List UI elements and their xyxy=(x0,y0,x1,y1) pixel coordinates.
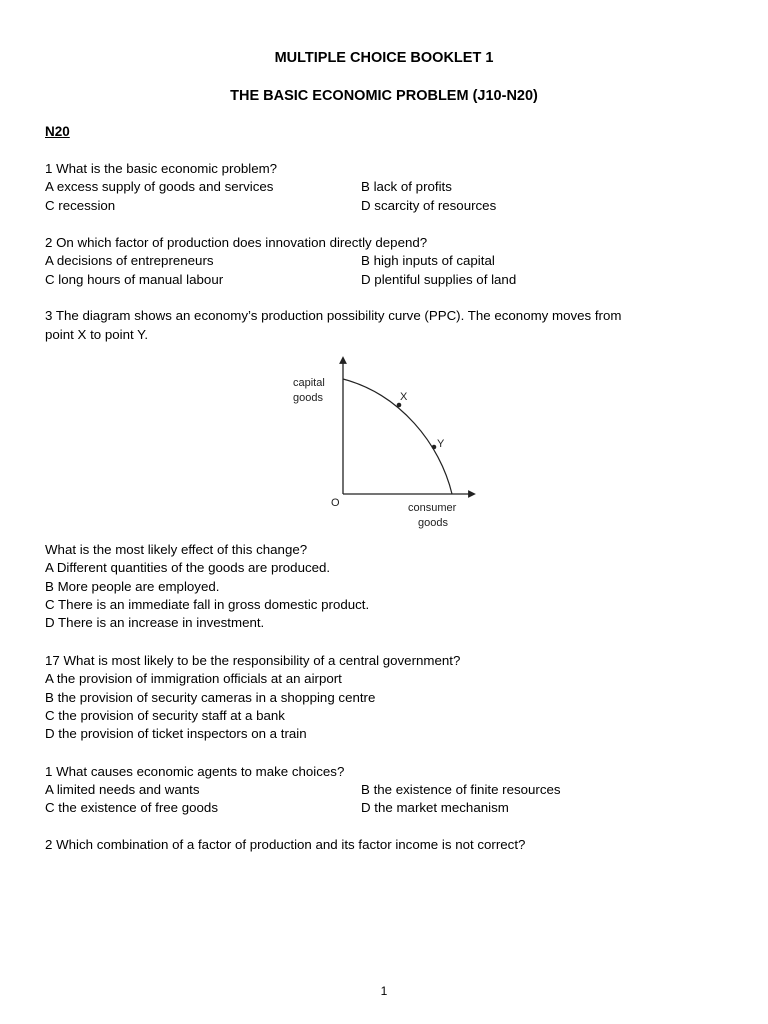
q3-option-b: B More people are employed. xyxy=(45,579,220,594)
ppc-diagram xyxy=(280,354,480,536)
q17-option-b: B the provision of security cameras in a shopping centre xyxy=(45,690,376,705)
point-x-label: X xyxy=(400,391,408,403)
question-3-followup: What is the most likely effect of this change? xyxy=(45,542,308,557)
question-17: 17 What is most likely to be the responsibility of a central government? xyxy=(45,653,461,668)
q1b-option-c: C the existence of free goods xyxy=(45,800,218,815)
point-x-marker xyxy=(397,403,402,408)
x-axis-label-line-2: goods xyxy=(418,517,448,529)
q1-option-c: C recession xyxy=(45,198,116,213)
booklet-title: MULTIPLE CHOICE BOOKLET 1 xyxy=(274,50,494,66)
q1-option-b: B lack of profits xyxy=(361,179,452,194)
q1-option-a: A excess supply of goods and services xyxy=(45,179,274,194)
question-2-second: 2 Which combination of a factor of production and its factor income is not correct? xyxy=(45,837,526,852)
q17-option-d: D the provision of ticket inspectors on a train xyxy=(45,726,307,741)
point-y-label: Y xyxy=(437,438,445,450)
origin-label: O xyxy=(331,497,340,509)
q1b-option-b: B the existence of finite resources xyxy=(361,782,561,797)
q2-option-b: B high inputs of capital xyxy=(361,253,495,268)
q1b-option-a: A limited needs and wants xyxy=(45,782,200,797)
question-2: 2 On which factor of production does innovation directly depend? xyxy=(45,235,428,250)
page-number: 1 xyxy=(380,984,388,998)
question-1: 1 What is the basic economic problem? xyxy=(45,161,278,176)
q1b-option-d: D the market mechanism xyxy=(361,800,509,815)
q2-option-c: C long hours of manual labour xyxy=(45,272,224,287)
question-1-second: 1 What causes economic agents to make choices? xyxy=(45,764,345,779)
q17-option-a: A the provision of immigration officials at an airport xyxy=(45,671,342,686)
q2-option-d: D plentiful supplies of land xyxy=(361,272,517,287)
q3-option-d: D There is an increase in investment. xyxy=(45,615,265,630)
booklet-subtitle: THE BASIC ECONOMIC PROBLEM (J10-N20) xyxy=(230,88,538,104)
ppc-curve xyxy=(343,379,452,494)
y-axis-label-line-2: goods xyxy=(293,392,323,404)
x-axis-label-line-1: consumer xyxy=(408,502,457,514)
y-axis-label-line-1: capital xyxy=(293,377,325,389)
section-heading: N20 xyxy=(45,124,70,139)
q3-option-c: C There is an immediate fall in gross domestic product. xyxy=(45,597,370,612)
question-3-line-2: point X to point Y. xyxy=(45,327,149,342)
question-3-line-1: 3 The diagram shows an economy’s production possibility curve (PPC). The economy moves from xyxy=(45,308,622,323)
q2-option-a: A decisions of entrepreneurs xyxy=(45,253,214,268)
point-y-marker xyxy=(432,445,437,450)
q1-option-d: D scarcity of resources xyxy=(361,198,497,213)
q17-option-c: C the provision of security staff at a bank xyxy=(45,708,285,723)
q3-option-a: A Different quantities of the goods are produced. xyxy=(45,560,331,575)
